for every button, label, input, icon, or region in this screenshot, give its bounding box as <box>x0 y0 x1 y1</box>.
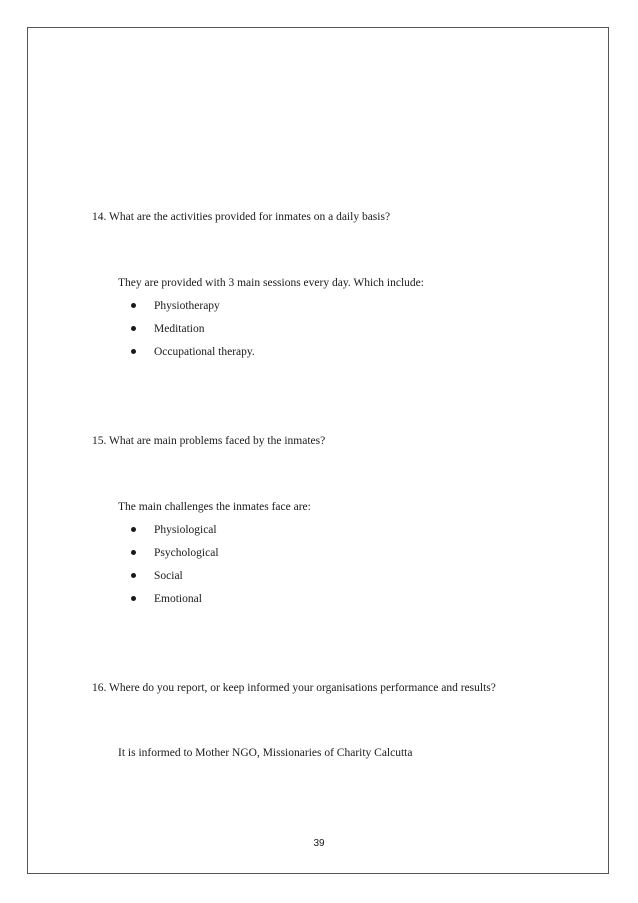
list-15 <box>128 523 219 615</box>
list-item: Social <box>128 569 219 592</box>
answer-14: They are provided with 3 main sessions every day. Which include: <box>118 277 424 289</box>
answer-15: The main challenges the inmates face are: <box>118 501 311 513</box>
list-item: Physiotherapy <box>128 299 255 322</box>
list-item: Emotional <box>128 592 219 615</box>
question-16: 16. Where do you report, or keep informed your organisations performance and results? <box>92 682 496 694</box>
list-item: Psychological <box>128 546 219 569</box>
list-14 <box>128 299 255 368</box>
page-number: 39 <box>313 838 325 849</box>
answer-16: It is informed to Mother NGO, Missionaries of Charity Calcutta <box>118 747 413 759</box>
list-item: Occupational therapy. <box>128 345 255 368</box>
question-15: 15. What are main problems faced by the inmates? <box>92 435 326 447</box>
question-14: 14. What are the activities provided for inmates on a daily basis? <box>92 211 391 223</box>
list-item: Meditation <box>128 322 255 345</box>
list-item: Physiological <box>128 523 219 546</box>
